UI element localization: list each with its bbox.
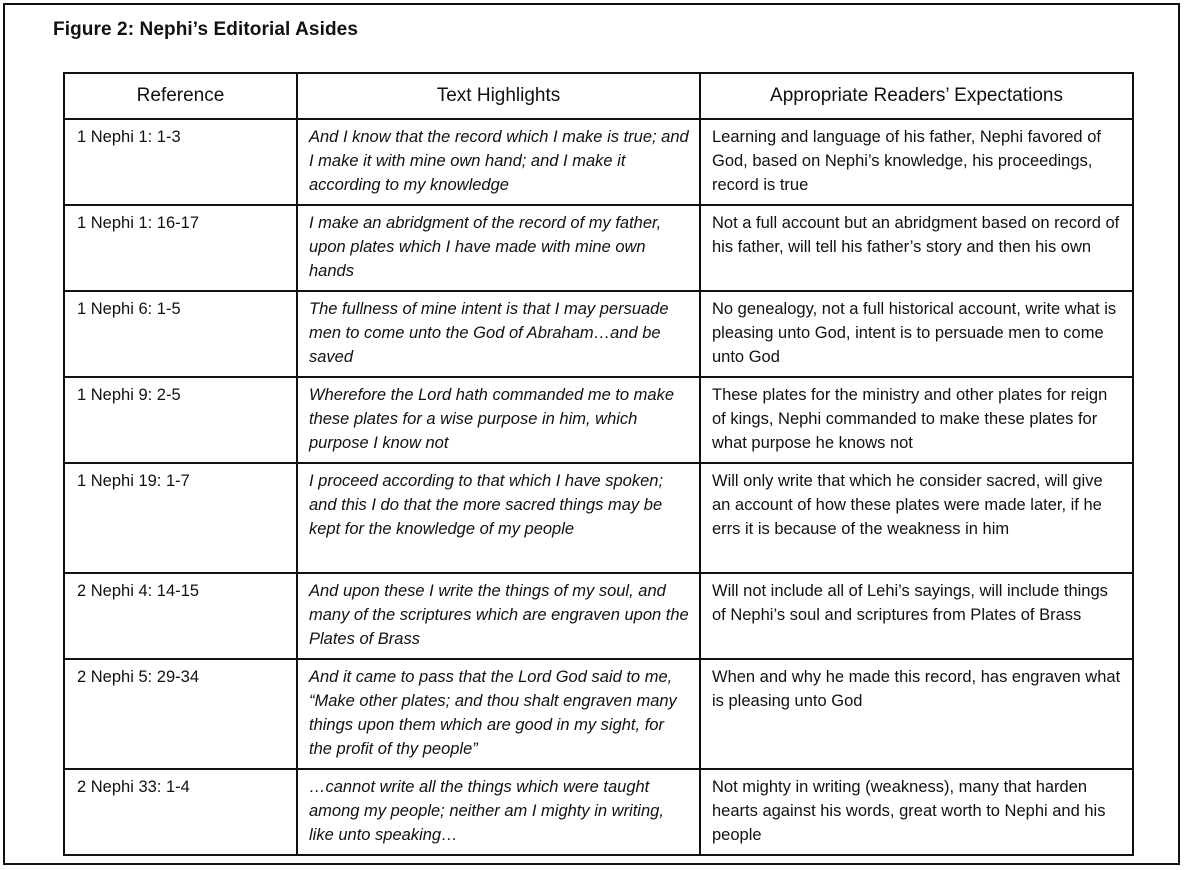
expectation-cell: Not mighty in writing (weakness), many that harden hearts against his words, great worth to Nephi and his people [700, 769, 1133, 855]
header-reference: Reference [64, 73, 297, 119]
table-row [64, 377, 1133, 463]
header-readers-expectations: Appropriate Readers’ Expectations [700, 73, 1133, 119]
expectation-cell: No genealogy, not a full historical account, write what is pleasing unto God, intent is to persuade men to come unto God [700, 291, 1133, 377]
reference-cell: 1 Nephi 1: 1-3 [64, 119, 297, 205]
highlight-cell: And I know that the record which I make is true; and I make it with mine own hand; and I make it according to my knowledge [297, 119, 700, 205]
table-row [64, 205, 1133, 291]
figure-title: Figure 2: Nephi’s Editorial Asides [53, 19, 358, 40]
header-row [64, 73, 1133, 119]
expectation-cell: Not a full account but an abridgment based on record of his father, will tell his father’s story and then his own [700, 205, 1133, 291]
expectation-cell: Will not include all of Lehi’s sayings, will include things of Nephi’s soul and scriptures from Plates of Brass [700, 573, 1133, 659]
table-row [64, 463, 1133, 573]
header-text-highlights: Text Highlights [297, 73, 700, 119]
highlight-cell: And it came to pass that the Lord God said to me, “Make other plates; and thou shalt engraven many things upon them which are good in my sight, for the profit of thy people” [297, 659, 700, 769]
expectation-cell: Will only write that which he consider sacred, will give an account of how these plates were made later, if he errs it is because of the weakness in him [700, 463, 1133, 573]
reference-cell: 1 Nephi 9: 2-5 [64, 377, 297, 463]
table-row [64, 291, 1133, 377]
reference-cell: 2 Nephi 5: 29-34 [64, 659, 297, 769]
reference-cell: 1 Nephi 1: 16-17 [64, 205, 297, 291]
reference-cell: 2 Nephi 33: 1-4 [64, 769, 297, 855]
highlight-cell: Wherefore the Lord hath commanded me to make these plates for a wise purpose in him, which purpose I know not [297, 377, 700, 463]
expectation-cell: Learning and language of his father, Nephi favored of God, based on Nephi’s knowledge, his proceedings, record is true [700, 119, 1133, 205]
reference-cell: 1 Nephi 6: 1-5 [64, 291, 297, 377]
highlight-cell: I proceed according to that which I have spoken; and this I do that the more sacred things may be kept for the knowledge of my people [297, 463, 700, 573]
editorial-asides-table [63, 72, 1134, 856]
highlight-cell: The fullness of mine intent is that I may persuade men to come unto the God of Abraham…and be saved [297, 291, 700, 377]
expectation-cell: These plates for the ministry and other plates for reign of kings, Nephi commanded to make these plates for what purpose he knows not [700, 377, 1133, 463]
expectation-cell: When and why he made this record, has engraven what is pleasing unto God [700, 659, 1133, 769]
highlight-cell: And upon these I write the things of my soul, and many of the scriptures which are engraven upon the Plates of Brass [297, 573, 700, 659]
highlight-cell: …cannot write all the things which were taught among my people; neither am I mighty in writing, like unto speaking… [297, 769, 700, 855]
table-row [64, 659, 1133, 769]
reference-cell: 1 Nephi 19: 1-7 [64, 463, 297, 573]
table-row [64, 573, 1133, 659]
reference-cell: 2 Nephi 4: 14-15 [64, 573, 297, 659]
table-row [64, 119, 1133, 205]
table-row [64, 769, 1133, 855]
highlight-cell: I make an abridgment of the record of my father, upon plates which I have made with mine own hands [297, 205, 700, 291]
